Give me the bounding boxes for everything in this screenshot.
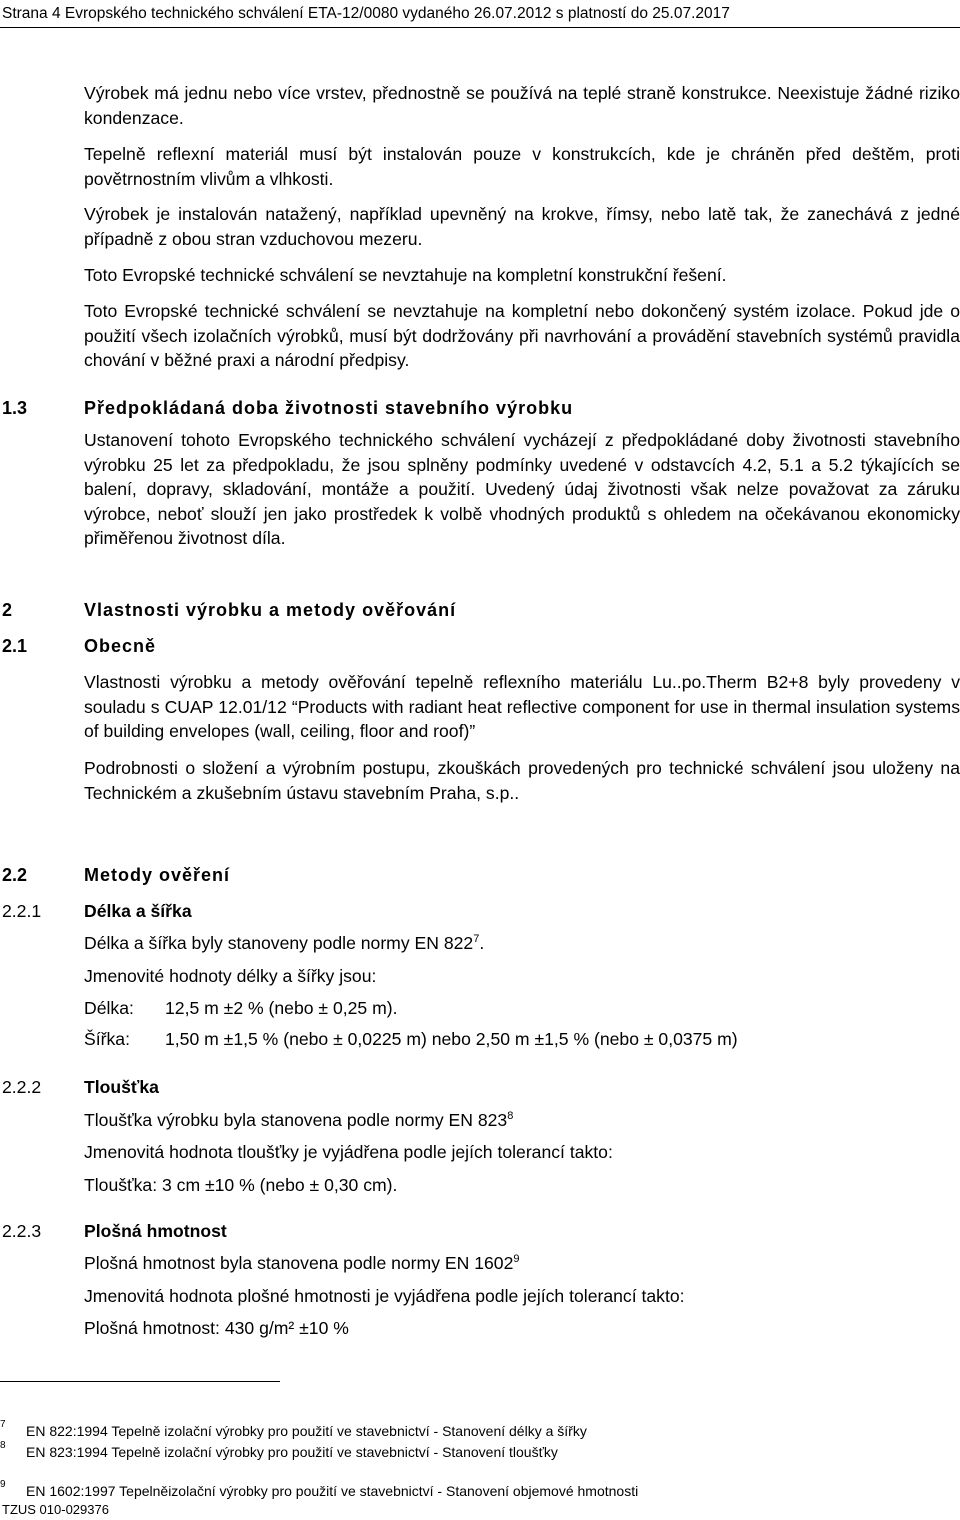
section-number: 2: [2, 600, 13, 620]
footnote-ref: 9: [513, 1253, 520, 1265]
section-2-2-heading: [2, 863, 230, 887]
section-2-2-2-line-1: [84, 1108, 513, 1132]
section-1-3-text: Ustanovení tohoto Evropského technického schválení vycházejí z předpokládané doby životnosti stavebního výrobku 25 let za předpokladu, že jsou splněny podmínky uvedené v odstavcích 4.2, 5.1 a 5.2 týkajících se balení, dopravy, skladování, montáže a použití. Uvedený údaj životnosti však nelze považovat za záruku výrobce, neboť slouží jen jako prostředek k volbě vhodných produktů s ohledem na očekávanou ekonomicky přiměřenou životnost díla.: [84, 430, 960, 548]
footnote-text: EN 822:1994 Tepelně izolační výrobky pro použití ve stavebnictví - Stanovení délky a šířky: [26, 1423, 587, 1439]
section-2-2-3-line-2: Jmenovitá hodnota plošné hmotnosti je vyjádřena podle jejích tolerancí takto:: [84, 1286, 685, 1306]
section-2-1-paragraph-1: Vlastnosti výrobku a metody ověřování tepelně reflexního materiálu Lu..po.Therm B2+8 byly provedeny v souladu s CUAP 12.01/12 “Products with radiant heat reflective component for use in thermal insulation systems of building envelopes (wall, ceiling, floor and roof)”: [84, 672, 960, 741]
section-2-2-3-heading: [2, 1219, 227, 1243]
footnote-ref: 7: [473, 933, 480, 945]
standard-text: Délka a šířka byly stanoveny podle normy EN 822: [84, 933, 474, 953]
section-number: 2.2: [2, 865, 28, 885]
section-title: Předpokládaná doba životnosti stavebního výrobku: [84, 398, 574, 418]
section-2-2-3-line-3: Plošná hmotnost: 430 g/m² ±10 %: [84, 1318, 349, 1338]
footnote-number: 9: [0, 1479, 6, 1490]
section-number: 2.1: [2, 636, 28, 656]
intro-paragraph-4: Toto Evropské technické schválení se nevztahuje na kompletní konstrukční řešení.: [84, 265, 727, 285]
section-2-2-1-heading: [2, 899, 192, 923]
section-number: 2.2.3: [2, 1221, 42, 1241]
section-number: 1.3: [2, 398, 28, 418]
section-2-2-3-line-1: [84, 1251, 519, 1275]
section-title: Tloušťka: [84, 1077, 159, 1097]
section-2-heading: [2, 598, 456, 622]
section-2-1-heading: [2, 634, 156, 658]
section-2-2-1-line-2: Jmenovité hodnoty délky a šířky jsou:: [84, 966, 377, 986]
sentence-end: .: [479, 933, 485, 953]
section-1-3-heading: [2, 396, 573, 420]
footnote-divider: [0, 1381, 280, 1382]
footnote-number: 8: [0, 1440, 6, 1451]
width-label: Šířka:: [84, 1029, 130, 1049]
length-label: Délka:: [84, 998, 134, 1018]
section-title: Metody ověření: [84, 865, 231, 885]
standard-text: Tloušťka výrobku byla stanovena podle normy EN 823: [84, 1110, 508, 1130]
footnote-text: EN 1602:1997 Tepelněizolační výrobky pro použití ve stavebnictví - Stanovení objemové hmotnosti: [26, 1483, 639, 1499]
length-row: [84, 996, 398, 1020]
intro-paragraph-1: Výrobek má jednu nebo více vrstev, přednostně se používá na teplé straně konstrukce. Neexistuje žádné riziko kondenzace.: [84, 83, 960, 128]
header-divider: [0, 27, 960, 28]
section-2-2-2-line-3: Tloušťka: 3 cm ±10 % (nebo ± 0,30 cm).: [84, 1175, 398, 1195]
intro-paragraph-3: Výrobek je instalován natažený, například upevněný na krokve, římsy, nebo latě tak, že zanechává z jedné případně z obou stran vzduchovou mezeru.: [84, 204, 960, 249]
section-number: 2.2.2: [2, 1077, 42, 1097]
section-number: 2.2.1: [2, 901, 42, 921]
intro-paragraph-5: Toto Evropské technické schválení se nevztahuje na kompletní nebo dokončený systém izolace. Pokud jde o použití všech izolačních výrobků, musí být dodržovány při navrhování a provádění stavebních systémů pravidla chování v běžné praxi a národní předpisy.: [84, 301, 960, 370]
section-2-1-paragraph-2: Podrobnosti o složení a výrobním postupu, zkouškách provedených pro technické schválení jsou uloženy na Technickém a zkušebním ústavu stavebním Praha, s.p..: [84, 758, 960, 803]
footnote-text: EN 823:1994 Tepelně izolační výrobky pro použití ve stavebnictví - Stanovení tloušťky: [26, 1444, 558, 1460]
width-row: [84, 1027, 738, 1051]
header-text: Strana 4 Evropského technického schválení ETA-12/0080 vydaného 26.07.2012 s platností do 25.07.2017: [2, 5, 730, 22]
footnote-number: 7: [0, 1419, 6, 1430]
section-title: Plošná hmotnost: [84, 1221, 227, 1241]
footnote-ref: 8: [507, 1110, 514, 1122]
standard-text: Plošná hmotnost byla stanovena podle normy EN 1602: [84, 1253, 514, 1273]
section-2-2-2-line-2: Jmenovitá hodnota tloušťky je vyjádřena podle jejích tolerancí takto:: [84, 1142, 613, 1162]
section-title: Obecně: [84, 636, 157, 656]
width-value: 1,50 m ±1,5 % (nebo ± 0,0225 m) nebo 2,50 m ±1,5 % (nebo ± 0,0375 m): [165, 1029, 738, 1049]
intro-paragraph-2: Tepelně reflexní materiál musí být instalován pouze v konstrukcích, kde je chráněn před deštěm, proti povětrnostním vlivům a vlhkosti.: [84, 144, 960, 189]
section-2-2-1-line-1: [84, 931, 484, 955]
footer-code: TZUS 010-029376: [2, 1502, 109, 1517]
length-value: 12,5 m ±2 % (nebo ± 0,25 m).: [165, 998, 398, 1018]
section-title: Délka a šířka: [84, 901, 192, 921]
section-title: Vlastnosti výrobku a metody ověřování: [84, 600, 457, 620]
section-2-2-2-heading: [2, 1075, 159, 1099]
